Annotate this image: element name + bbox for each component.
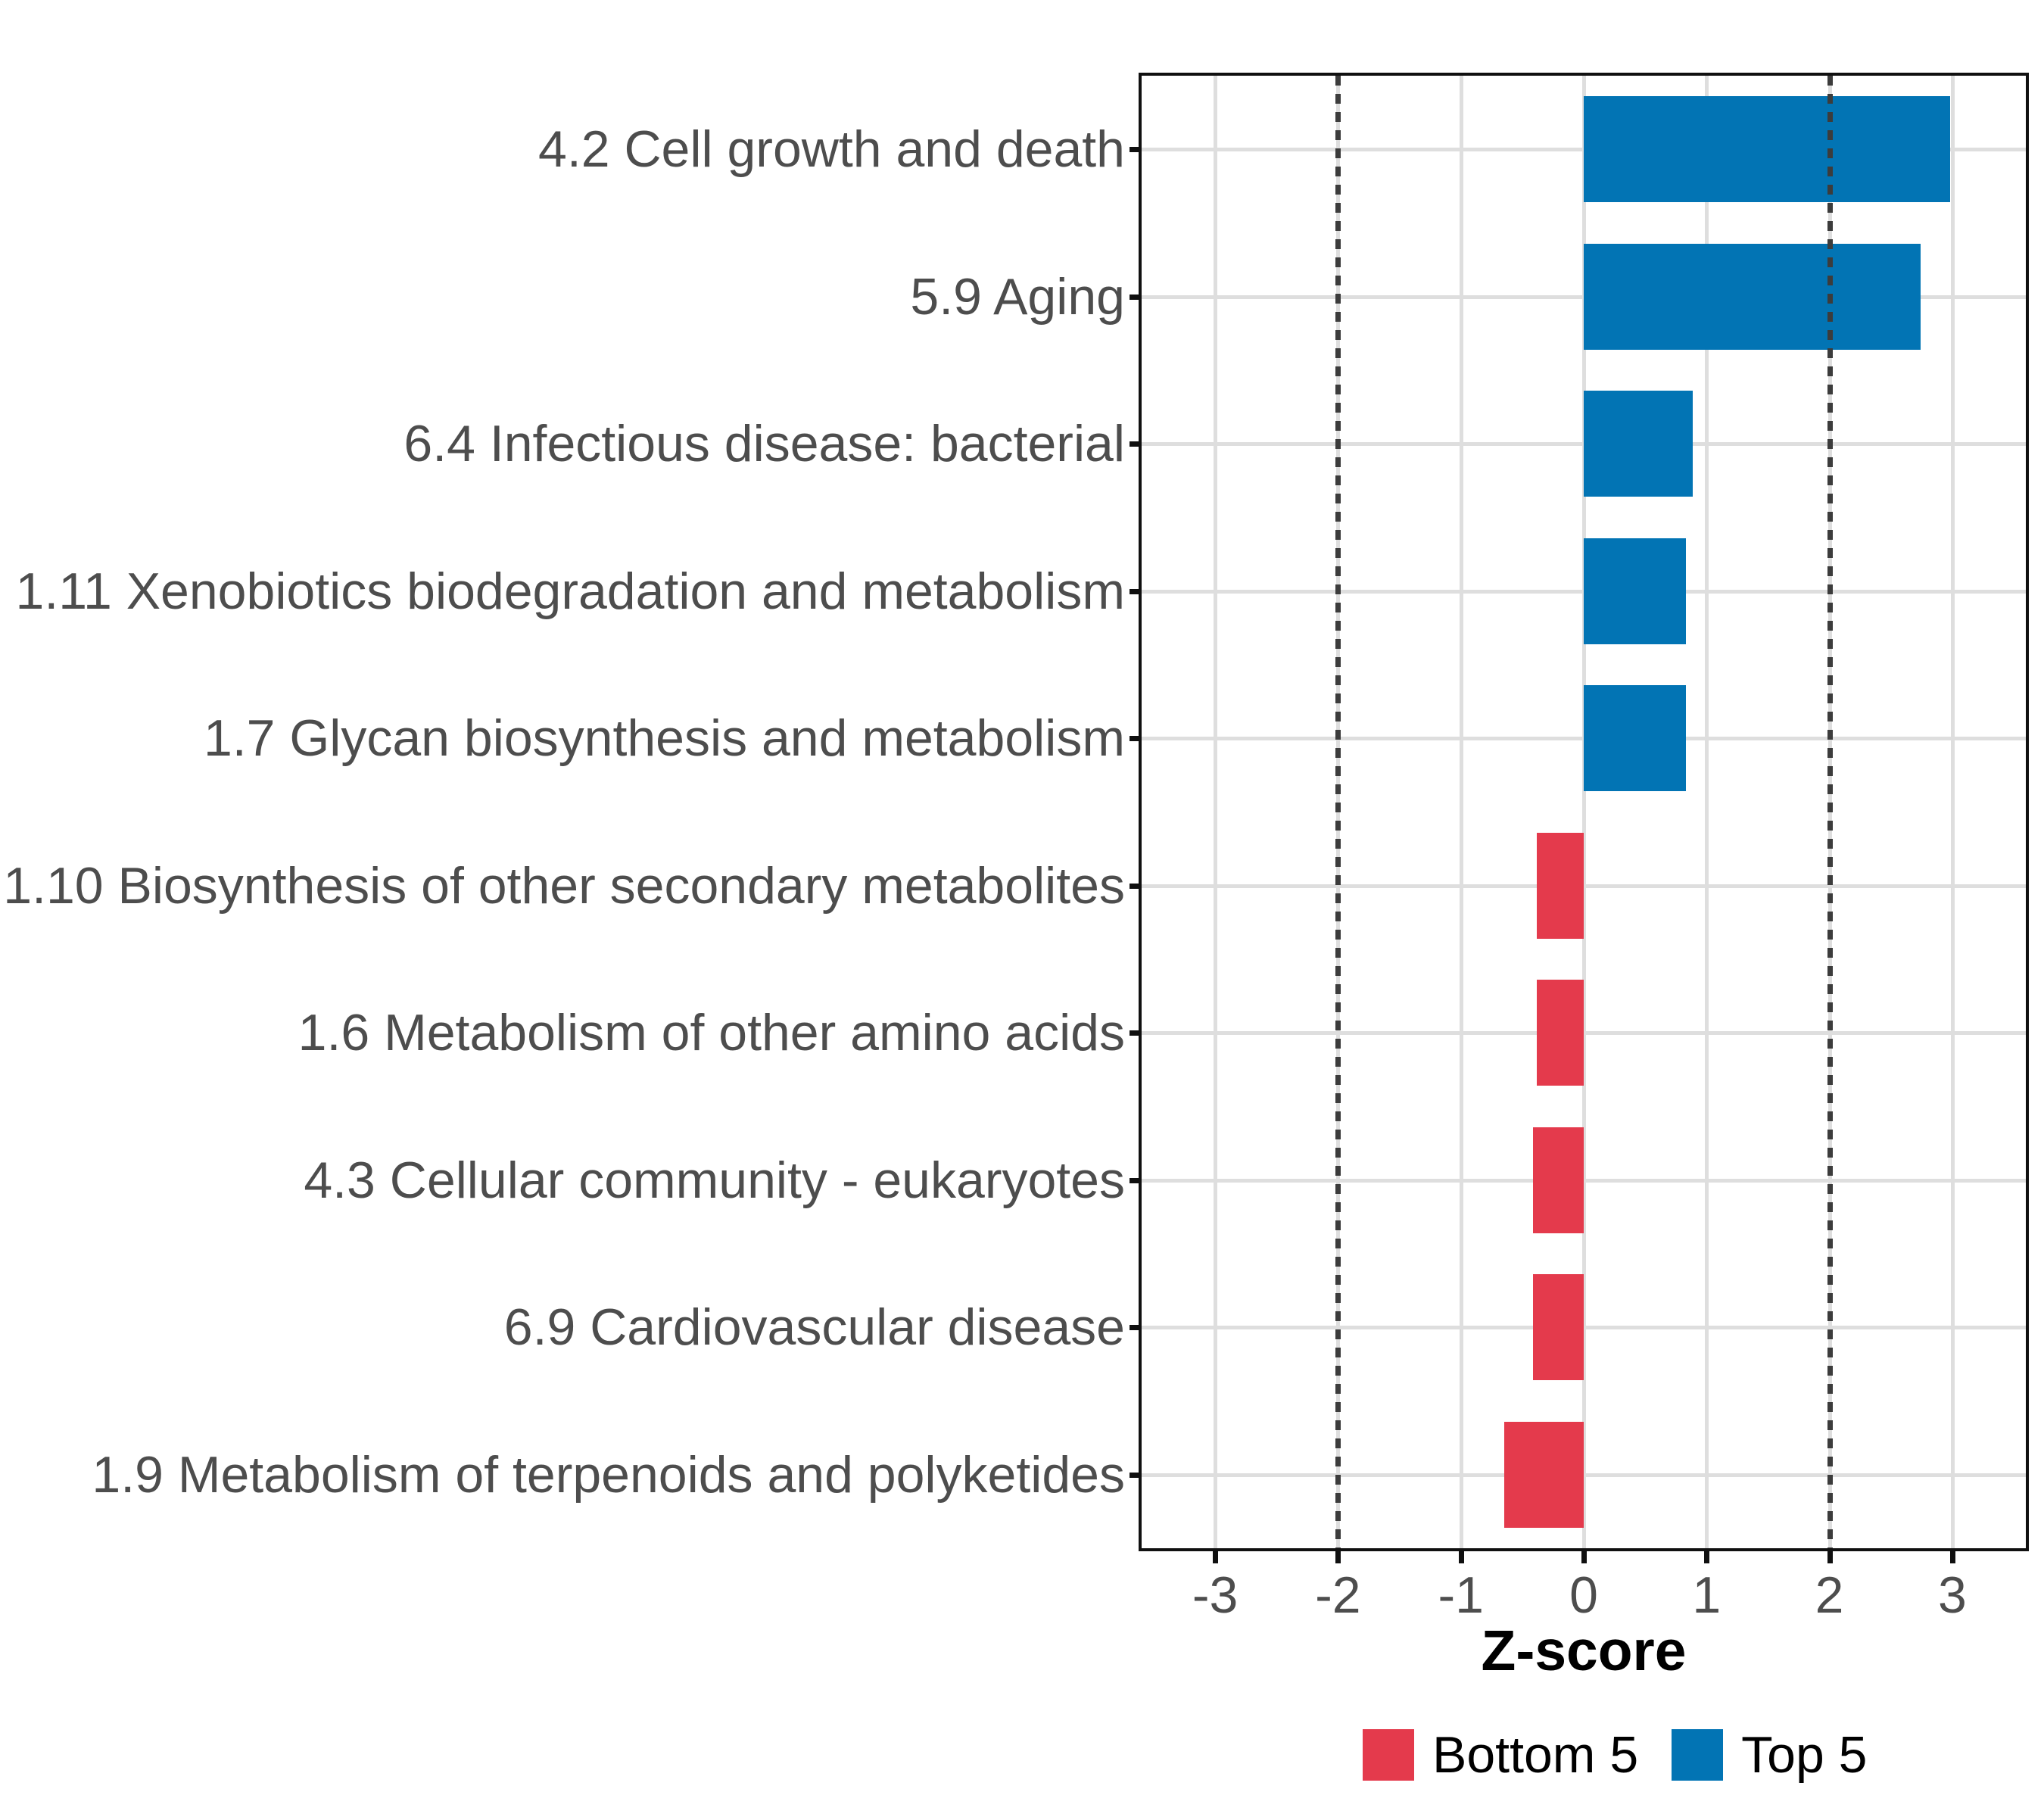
y-axis-tick: [1129, 1325, 1142, 1330]
x-axis-tick-label: 2: [1815, 1566, 1844, 1624]
y-axis-label: 1.10 Biosynthesis of other secondary metabolites: [3, 856, 1125, 915]
legend-item-bottom5: [1363, 1728, 1638, 1782]
x-axis-tick: [1335, 1548, 1341, 1563]
y-axis-label: 1.11 Xenobiotics biodegradation and metabolism: [15, 562, 1125, 620]
reference-line: [1827, 76, 1833, 1548]
x-axis-tick-label: 3: [1937, 1566, 1967, 1624]
x-axis-tick: [1581, 1548, 1587, 1563]
x-axis-tick-label: -1: [1438, 1566, 1484, 1624]
y-axis-label: 5.9 Aging: [910, 267, 1125, 326]
bar: [1584, 685, 1686, 791]
reference-line: [1335, 76, 1341, 1548]
x-axis-tick-label: -2: [1315, 1566, 1361, 1624]
y-gridline: [1142, 1473, 2026, 1477]
legend-key-bottom5: [1363, 1729, 1414, 1781]
x-axis-tick: [1950, 1548, 1955, 1563]
plot-panel: [1139, 73, 2029, 1551]
y-axis-label: 6.4 Infectious disease: bacterial: [404, 415, 1125, 473]
bar: [1533, 1127, 1584, 1233]
legend-label-bottom5: Bottom 5: [1432, 1726, 1639, 1784]
bar: [1584, 96, 1950, 202]
y-gridline: [1142, 884, 2026, 888]
legend-item-top5: [1672, 1728, 1867, 1782]
y-axis-label: 4.3 Cellular community - eukaryotes: [304, 1151, 1125, 1209]
x-axis-tick-label: -3: [1192, 1566, 1239, 1624]
y-gridline: [1142, 1031, 2026, 1035]
y-gridline: [1142, 1326, 2026, 1329]
bar: [1584, 538, 1686, 644]
y-axis-tick: [1129, 295, 1142, 300]
y-axis-label: 1.7 Glycan biosynthesis and metabolism: [203, 709, 1125, 768]
x-axis-tick: [1827, 1548, 1833, 1563]
y-axis-tick: [1129, 884, 1142, 889]
x-axis-tick-label: 0: [1569, 1566, 1598, 1624]
y-axis-label: 1.6 Metabolism of other amino acids: [298, 1004, 1125, 1062]
y-axis-tick: [1129, 1473, 1142, 1478]
x-axis-tick: [1704, 1548, 1709, 1563]
y-axis-tick: [1129, 147, 1142, 152]
y-axis-tick: [1129, 589, 1142, 594]
legend-label-top5: Top 5: [1741, 1726, 1868, 1784]
x-axis-title: Z-score: [1481, 1619, 1687, 1682]
y-axis-label: 6.9 Cardiovascular disease: [503, 1298, 1125, 1357]
y-axis-label: 4.2 Cell growth and death: [538, 120, 1125, 179]
x-axis-tick: [1213, 1548, 1218, 1563]
bar: [1537, 980, 1584, 1086]
y-axis-label: 1.9 Metabolism of terpenoids and polyketides: [92, 1445, 1125, 1504]
y-axis-tick: [1129, 1030, 1142, 1036]
legend-key-top5: [1672, 1729, 1723, 1781]
y-axis-tick: [1129, 736, 1142, 741]
y-axis-tick: [1129, 1178, 1142, 1183]
bar: [1584, 391, 1693, 497]
bar: [1584, 244, 1921, 350]
legend: [1363, 1728, 1901, 1782]
x-axis-tick: [1459, 1548, 1464, 1563]
y-axis-tick: [1129, 441, 1142, 447]
bar: [1533, 1274, 1584, 1380]
y-gridline: [1142, 1179, 2026, 1183]
bar: [1504, 1422, 1584, 1528]
bar: [1537, 833, 1584, 939]
x-axis-tick-label: 1: [1692, 1566, 1722, 1624]
